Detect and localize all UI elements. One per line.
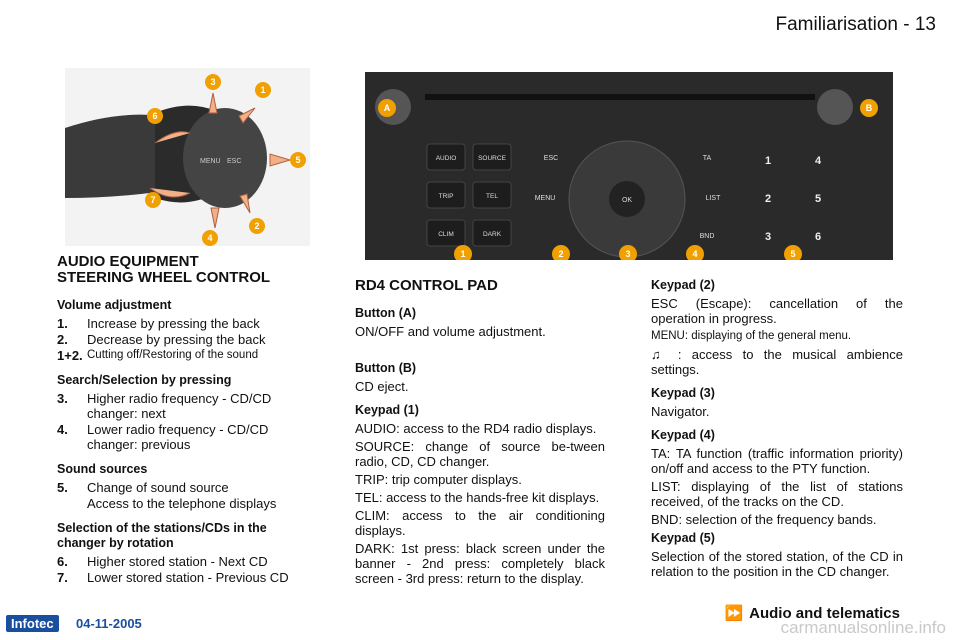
keypad-2-music-line [651, 347, 903, 377]
list-item [57, 480, 307, 495]
callout-2: 2 [254, 221, 260, 231]
right-column [651, 278, 903, 579]
keypad-5-heading: Keypad (5) [651, 531, 715, 545]
footer-label: Audio and telematics [749, 604, 900, 622]
keypad-4-list: LIST: displaying of the list of stations received, of the tracks on the CD. [651, 479, 903, 509]
keypad-1-audio: AUDIO: access to the RD4 radio displays. [355, 421, 597, 436]
pad-callout-5: 5 [790, 249, 796, 259]
item-number: 7. [57, 570, 68, 585]
key-menu: MENU [534, 195, 556, 202]
page-header: Familiarisation - 13 [775, 14, 936, 35]
callout-5: 5 [295, 155, 301, 165]
callout-b: B [865, 103, 873, 113]
pad-callout-1: 1 [460, 249, 466, 259]
keypad-2-music: : access to the musical ambience settings. [651, 347, 903, 377]
key-ta: TA [702, 155, 712, 162]
key-tel: TEL [486, 193, 498, 200]
keypad-2-menu: MENU: displaying of the general menu. [651, 330, 852, 342]
pad-callout-2: 2 [558, 249, 564, 259]
callout-6: 6 [152, 111, 158, 121]
keypad-1-heading: Keypad (1) [355, 403, 419, 417]
key-num-1: 1 [764, 155, 772, 167]
key-num-4: 4 [814, 155, 822, 167]
item-number: 1+2. [57, 348, 83, 363]
list-item [57, 570, 307, 585]
button-b-heading: Button (B) [355, 361, 417, 375]
key-esc: ESC [543, 155, 559, 162]
keypad-2-heading: Keypad (2) [651, 278, 715, 292]
control-pad-title: RD4 CONTROL PAD [355, 277, 498, 294]
key-clim: CLIM [438, 231, 454, 238]
keypad-1-clim: CLIM: access to the air conditioning displays. [355, 508, 605, 538]
item-text: Lower radio frequency - CD/CD changer: previous [87, 422, 269, 452]
list-item [57, 422, 307, 452]
steering-title [57, 254, 307, 286]
item-number: 5. [57, 480, 68, 495]
key-trip: TRIP [438, 193, 454, 200]
stations-heading: Selection of the stations/CDs in the changer by rotation [57, 521, 267, 550]
key-dark: DARK [482, 231, 502, 238]
key-source: SOURCE [478, 155, 506, 162]
keypad-4-heading: Keypad (4) [651, 428, 715, 442]
key-ok: OK [621, 197, 633, 204]
keypad-3-heading: Keypad (3) [651, 386, 715, 400]
button-a-text: ON/OFF and volume adjustment. [355, 324, 546, 339]
item-text: Increase by pressing the back [87, 316, 260, 331]
callout-a: A [383, 103, 391, 113]
watermark: carmanualsonline.info [780, 618, 946, 637]
list-item [57, 316, 307, 331]
list-item [57, 332, 307, 347]
keypad-4-ta: TA: TA function (traffic information priority) on/off and access to the PTY function. [651, 446, 903, 476]
list-item [57, 554, 307, 569]
button-b-text: CD eject. [355, 379, 409, 394]
item-text: Cutting off/Restoring of the sound [87, 349, 259, 361]
music-note-icon: ♫ [651, 347, 668, 362]
item-number: 3. [57, 391, 68, 406]
page-number: 13 [914, 14, 936, 35]
telephone-note: Access to the telephone displays [87, 496, 277, 511]
keypad-1-dark: DARK: 1st press: black screen under the banner - 2nd press: completely black screen - 3rd press: return to the display. [355, 541, 605, 586]
esc-label: ESC [227, 158, 242, 165]
keypad-3-text: Navigator. [651, 404, 710, 419]
callout-7: 7 [150, 195, 156, 205]
item-number: 4. [57, 422, 68, 437]
callout-4: 4 [207, 233, 213, 243]
button-a-heading: Button (A) [355, 306, 417, 320]
key-list: LIST [705, 195, 721, 202]
pad-callout-4: 4 [692, 249, 698, 259]
print-date: 04-11-2005 [76, 616, 142, 631]
radio-control-pad-image [365, 72, 893, 260]
item-text: Change of sound source [87, 480, 229, 495]
key-num-3: 3 [764, 231, 772, 243]
key-num-6: 6 [814, 231, 822, 243]
menu-label: MENU [200, 158, 221, 165]
list-item [57, 391, 307, 421]
keypad-5-text: Selection of the stored station, of the CD in relation to the position in the CD changer. [651, 549, 903, 579]
keypad-1-source: SOURCE: change of source be-tween radio, CD, CD changer. [355, 439, 605, 469]
title-line-1: AUDIO EQUIPMENT [57, 253, 199, 270]
key-num-2: 2 [764, 193, 772, 205]
keypad-4-bnd: BND: selection of the frequency bands. [651, 512, 877, 527]
item-number: 2. [57, 332, 68, 347]
key-num-5: 5 [814, 193, 822, 205]
item-number: 6. [57, 554, 68, 569]
sources-heading: Sound sources [57, 462, 148, 476]
steering-control-image [65, 68, 310, 246]
section-title: Familiarisation [775, 14, 898, 35]
list-item [57, 348, 307, 363]
fast-forward-icon: ⏩ [724, 605, 744, 622]
search-heading: Search/Selection by pressing [57, 373, 232, 387]
keypad-1-tel: TEL: access to the hands-free kit displays. [355, 490, 600, 505]
pad-callout-3: 3 [625, 249, 631, 259]
infotec-logo: Infotec [6, 615, 59, 632]
key-bnd: BND [699, 233, 715, 240]
item-text: Higher stored station - Next CD [87, 554, 268, 569]
callout-1: 1 [260, 85, 266, 95]
keypad-2-esc: ESC (Escape): cancellation of the operation in progress. [651, 296, 903, 326]
keypad-1-trip: TRIP: trip computer displays. [355, 472, 522, 487]
item-text: Higher radio frequency - CD/CD changer: next [87, 391, 272, 421]
callout-3: 3 [210, 77, 216, 87]
left-column [57, 254, 307, 586]
volume-heading: Volume adjustment [57, 298, 172, 312]
key-audio: AUDIO [435, 155, 457, 162]
item-text: Lower stored station - Previous CD [87, 570, 289, 585]
item-number: 1. [57, 316, 68, 331]
item-text: Decrease by pressing the back [87, 332, 266, 347]
middle-column [355, 278, 605, 586]
title-line-2: STEERING WHEEL CONTROL [57, 269, 271, 286]
